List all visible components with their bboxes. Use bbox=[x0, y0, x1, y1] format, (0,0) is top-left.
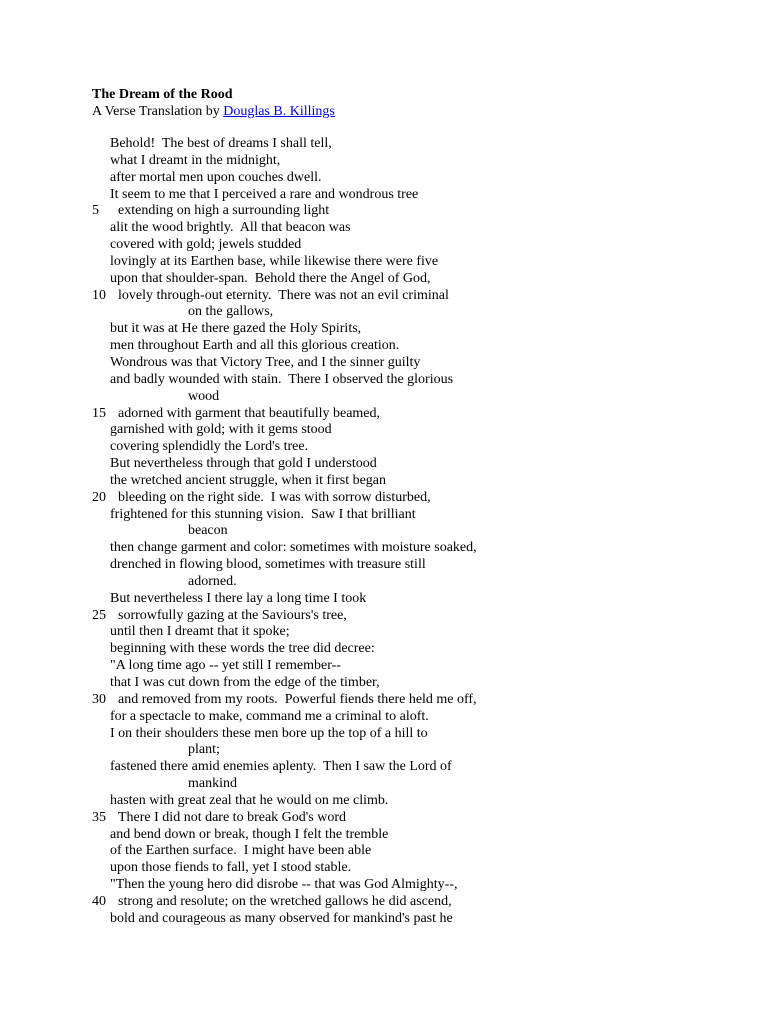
line-number: 5 bbox=[92, 203, 99, 219]
line-text: lovely through-out eternity. There was not an evil criminal bbox=[118, 287, 449, 303]
document-page bbox=[92, 86, 732, 928]
line-text: alit the wood brightly. All that beacon was bbox=[110, 220, 351, 236]
line-text: "A long time ago -- yet still I remember-- bbox=[110, 658, 341, 674]
line-text: after mortal men upon couches dwell. bbox=[110, 169, 322, 185]
poem-line bbox=[92, 338, 732, 355]
line-number: 40 bbox=[92, 893, 106, 909]
poem-line bbox=[92, 692, 732, 709]
line-text: what I dreamt in the midnight, bbox=[110, 152, 281, 168]
poem-line bbox=[92, 321, 732, 338]
document-title: The Dream of the Rood bbox=[92, 87, 233, 102]
poem-line-continuation bbox=[92, 389, 732, 406]
poem-line bbox=[92, 153, 732, 170]
line-number: 20 bbox=[92, 489, 106, 505]
line-text: wood bbox=[188, 388, 220, 404]
line-text: lovingly at its Earthen base, while likewise there were five bbox=[110, 253, 439, 269]
poem-line bbox=[92, 372, 732, 389]
poem-line bbox=[92, 439, 732, 456]
poem-line bbox=[92, 726, 732, 743]
poem-line bbox=[92, 422, 732, 439]
poem-line bbox=[92, 237, 732, 254]
line-text: strong and resolute; on the wretched gallows he did ascend, bbox=[118, 893, 452, 909]
poem-line bbox=[92, 203, 732, 220]
poem-line bbox=[92, 911, 732, 928]
line-text: and badly wounded with stain. There I observed the glorious bbox=[110, 371, 454, 387]
poem-line bbox=[92, 355, 732, 372]
poem-line bbox=[92, 793, 732, 810]
poem-line bbox=[92, 456, 732, 473]
poem-line bbox=[92, 540, 732, 557]
line-number: 10 bbox=[92, 287, 106, 303]
line-text: drenched in flowing blood, sometimes with treasure still bbox=[110, 557, 426, 573]
poem-body bbox=[92, 136, 732, 928]
line-text: the wretched ancient struggle, when it first began bbox=[110, 472, 387, 488]
line-text: covered with gold; jewels studded bbox=[110, 237, 302, 253]
line-text: that I was cut down from the edge of the timber, bbox=[110, 675, 380, 690]
poem-line bbox=[92, 473, 732, 490]
poem-line bbox=[92, 624, 732, 641]
poem-line-continuation bbox=[92, 304, 732, 321]
poem-line bbox=[92, 406, 732, 423]
poem-line-continuation bbox=[92, 523, 732, 540]
line-text: bleeding on the right side. I was with sorrow disturbed, bbox=[118, 489, 431, 505]
line-text: I on their shoulders these men bore up the top of a hill to bbox=[110, 725, 428, 741]
line-text: mankind bbox=[188, 776, 237, 792]
line-text: upon that shoulder-span. Behold there the Angel of God, bbox=[110, 270, 431, 286]
poem-line bbox=[92, 877, 732, 894]
line-text: But nevertheless through that gold I understood bbox=[110, 456, 377, 472]
line-text: frightened for this stunning vision. Saw I that brilliant bbox=[110, 506, 416, 522]
line-text: But nevertheless I there lay a long time I took bbox=[110, 590, 367, 606]
line-text: fastened there amid enemies aplenty. Then I saw the Lord of bbox=[110, 759, 452, 775]
poem-line-continuation bbox=[92, 742, 732, 759]
line-text: garnished with gold; with it gems stood bbox=[110, 422, 332, 438]
byline bbox=[92, 103, 732, 120]
line-text: until then I dreamt that it spoke; bbox=[110, 624, 290, 640]
line-number: 25 bbox=[92, 607, 106, 623]
poem-line bbox=[92, 894, 732, 911]
poem-line bbox=[92, 675, 732, 692]
line-text: extending on high a surrounding light bbox=[118, 203, 330, 219]
poem-line bbox=[92, 641, 732, 658]
line-number: 15 bbox=[92, 405, 106, 421]
line-text: and bend down or break, though I felt the tremble bbox=[110, 826, 389, 842]
poem-line bbox=[92, 507, 732, 524]
poem-line-continuation bbox=[92, 776, 732, 793]
poem-line bbox=[92, 220, 732, 237]
line-text: then change garment and color: sometimes with moisture soaked, bbox=[110, 540, 477, 556]
poem-line bbox=[92, 827, 732, 844]
poem-line bbox=[92, 170, 732, 187]
poem-line bbox=[92, 187, 732, 204]
author-link[interactable]: Douglas B. Killings bbox=[223, 104, 335, 119]
line-text: "Then the young hero did disrobe -- that was God Almighty--, bbox=[110, 877, 458, 893]
line-number: 35 bbox=[92, 809, 106, 825]
poem-line-continuation bbox=[92, 574, 732, 591]
poem-line bbox=[92, 810, 732, 827]
line-text: for a spectacle to make, command me a criminal to aloft. bbox=[110, 708, 429, 724]
line-text: Behold! The best of dreams I shall tell, bbox=[110, 136, 332, 151]
line-text: adorned with garment that beautifully beamed, bbox=[118, 405, 381, 421]
line-text: There I did not dare to break God's word bbox=[118, 809, 347, 825]
line-text: adorned. bbox=[188, 573, 237, 589]
poem-line bbox=[92, 843, 732, 860]
line-text: covering splendidly the Lord's tree. bbox=[110, 439, 309, 455]
poem-line bbox=[92, 658, 732, 675]
line-text: but it was at He there gazed the Holy Spirits, bbox=[110, 321, 362, 337]
line-text: hasten with great zeal that he would on me climb. bbox=[110, 792, 389, 808]
poem-line bbox=[92, 490, 732, 507]
poem-line bbox=[92, 254, 732, 271]
poem-line bbox=[92, 271, 732, 288]
line-text: and removed from my roots. Powerful fiends there held me off, bbox=[118, 691, 477, 707]
poem-line bbox=[92, 608, 732, 625]
line-text: on the gallows, bbox=[188, 304, 274, 320]
poem-line bbox=[92, 136, 732, 153]
line-text: upon those fiends to fall, yet I stood stable. bbox=[110, 860, 352, 876]
poem-line bbox=[92, 759, 732, 776]
line-text: bold and courageous as many observed for mankind's past he bbox=[110, 910, 453, 926]
line-text: plant; bbox=[188, 742, 220, 758]
poem-line bbox=[92, 288, 732, 305]
poem-line bbox=[92, 860, 732, 877]
line-text: beacon bbox=[188, 523, 228, 539]
line-text: Wondrous was that Victory Tree, and I the sinner guilty bbox=[110, 354, 421, 370]
poem-line bbox=[92, 709, 732, 726]
line-text: men throughout Earth and all this glorious creation. bbox=[110, 338, 400, 354]
poem-line bbox=[92, 591, 732, 608]
byline-prefix: A Verse Translation by bbox=[92, 104, 224, 119]
line-number: 30 bbox=[92, 691, 106, 707]
line-text: beginning with these words the tree did decree: bbox=[110, 641, 375, 657]
line-text: of the Earthen surface. I might have been able bbox=[110, 843, 372, 859]
poem-line bbox=[92, 557, 732, 574]
line-text: sorrowfully gazing at the Saviours's tree, bbox=[118, 607, 347, 623]
line-text: It seem to me that I perceived a rare and wondrous tree bbox=[110, 186, 419, 202]
